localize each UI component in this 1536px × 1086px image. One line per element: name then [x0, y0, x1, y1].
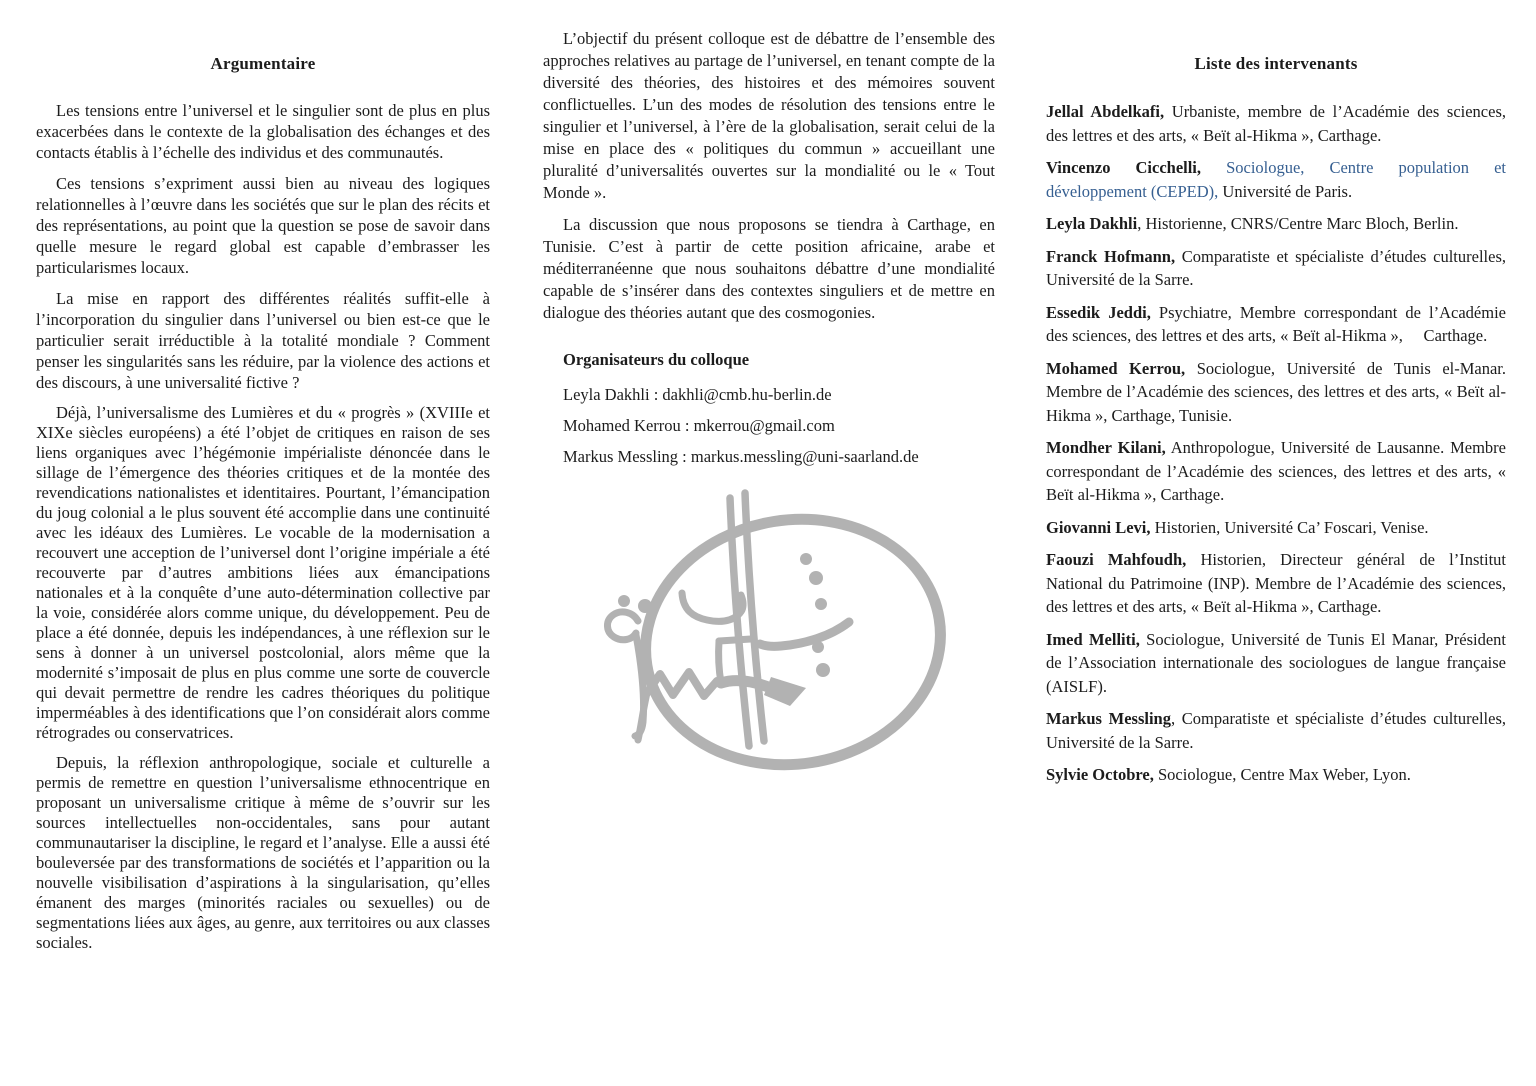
intervenant-name: Vincenzo Cicchelli,: [1046, 158, 1202, 177]
colloque-paragraph: La discussion que nous proposons se tiendra à Carthage, en Tunisie. C’est à partir de cette position africaine, arabe et méditerranéenne que nous souhaitons débattre d’une mondialité capable de s’insérer dans des contextes singuliers et de mettre en dialogue des théories autant que des cosmogonies.: [543, 215, 995, 322]
intervenant-description: Historien, Université Ca’ Foscari, Venise.: [1150, 517, 1429, 537]
argumentaire-paragraph: Déjà, l’universalisme des Lumières et du « progrès » (XVIIIe et XIXe siècles européens) a été l’objet de critiques en raison de ses liens organiques avec l’hégémonie impérialiste dénoncée dans le sillage de l’émergence des théories critiques et de la montée des revendications nationalistes et identitaires. Pourtant, l’émancipation du joug colonial a le plus souvent été accomplie dans une continuité avec les idéaux des Lumières. Le vocable de la modernisation a recouvert une acception de l’universel dont l’origine impériale a été recouverte par d’autres ambitions liées aux émancipations nationales et à la conquête d’une auto-détermination collective par la voie, considérée alors comme unique, du développement. Peu de place a été donnée, depuis les indépendances, à une réflexion sur le sens à donner à un universel postcolonial, alors même que la modernité s’imposait de plus en plus comme une sorte de couvercle qui devait permettre de rendre les cadres théoriques du politique imperméables à des identifications que l’on considérait alors comme rétrogrades ou conservatrices.: [36, 403, 490, 742]
intervenants-title: Liste des intervenants: [1194, 54, 1358, 73]
argumentaire-paragraph: Ces tensions s’expriment aussi bien au niveau des logiques relationnelles à l’œuvre dans les sociétés que sur le plan des récits et des représentations, au point que la question se pose de savoir dans quelle mesure le regard global est capable d’embrasser les particularismes locaux.: [36, 174, 490, 277]
calligraphy-logo-icon: [543, 484, 995, 819]
intervenant-entry: [1046, 301, 1506, 348]
intervenant-name: Giovanni Levi,: [1046, 517, 1151, 537]
column-intervenants: [1046, 28, 1506, 963]
intervenant-description: , Comparatiste et spécialiste d’études culturelles, Université de la Sarre.: [1046, 709, 1506, 752]
intervenant-name: Mohamed Kerrou,: [1046, 358, 1186, 378]
intervenant-description: Sociologue, Centre population et développement (CEPED),: [1046, 158, 1506, 201]
organizer-contacts: [543, 384, 995, 468]
intervenant-name: Mondher Kilani,: [1046, 438, 1166, 457]
argumentaire-title: Argumentaire: [210, 54, 316, 73]
argumentaire-paragraph: Les tensions entre l’universel et le singulier sont de plus en plus exacerbées dans le contexte de la globalisation des échanges et des contacts établis à l’échelle des individus et des communautés.: [36, 101, 490, 162]
intervenants-list: [1046, 100, 1506, 787]
intervenant-name: Imed Melliti,: [1046, 629, 1140, 649]
intervenant-description: Historien, Directeur général de l’Institut National du Patrimoine (INP). Membre de l’Académie des sciences, des lettres et des arts, « Beït al-Hikma », Carthage.: [1046, 550, 1507, 616]
intervenant-name: Essedik Jeddi,: [1046, 302, 1151, 322]
organizers-title: Organisateurs du colloque: [563, 350, 750, 369]
argumentaire-paragraphs: [36, 100, 490, 953]
intervenant-entry: [1046, 436, 1506, 507]
intervenant-name: Markus Messling: [1046, 709, 1171, 728]
intervenant-description: Université de Paris.: [1218, 181, 1353, 201]
intervenant-name: Faouzi Mahfoudh,: [1046, 550, 1187, 569]
intervenant-entry: [1046, 212, 1506, 236]
organizer-contact: Markus Messling : markus.messling@uni-saarland.de: [563, 447, 919, 466]
intervenant-description: Sociologue, Centre Max Weber, Lyon.: [1153, 765, 1411, 784]
intervenant-entry: [1046, 245, 1506, 292]
intervenant-name: Leyla Dakhli: [1046, 214, 1138, 233]
intervenant-entry: [1046, 100, 1506, 147]
intervenant-description: Anthropologue, Université de Lausanne. Membre correspondant de l’Académie des sciences, des lettres et des arts, « Beït al-Hikma », Carthage.: [1046, 438, 1506, 504]
intervenant-description: Comparatiste et spécialiste d’études culturelles, Université de la Sarre.: [1046, 246, 1506, 289]
beit-al-hikma-logo: [543, 484, 995, 819]
intervenant-name: Jellal Abdelkafi,: [1046, 102, 1165, 121]
intervenant-entry: [1046, 707, 1506, 754]
column-colloque: [543, 28, 995, 963]
intervenant-name: Franck Hofmann,: [1046, 246, 1176, 266]
intervenant-description: Psychiatre, Membre correspondant de l’Académie des sciences, des lettres et des arts, « Beït al-Hikma », Carthage.: [1046, 302, 1506, 345]
intervenant-entry: [1046, 516, 1506, 540]
organizers-block: [543, 350, 995, 468]
intervenant-description: Sociologue, Université de Tunis el-Manar. Membre de l’Académie des sciences, des lettres et des arts, « Beït al-Hikma », Carthage, Tunisie.: [1046, 358, 1506, 425]
colloque-paragraph: L’objectif du présent colloque est de débattre de l’ensemble des approches relatives au partage de l’universel, en tenant compte de la diversité des théories, des histoires et des mémoires souvent conflictuelles. L’un des modes de résolution des tensions entre le singulier et l’universel, à l’ère de la globalisation, serait celui de la mise en place des « politiques du commun » accueillant une pluralité d’universalités ouvertes sur la mondialité ou le « Tout Monde ».: [543, 29, 995, 202]
intervenant-entry: [1046, 357, 1506, 428]
organizer-contact: Leyla Dakhli : dakhli@cmb.hu-berlin.de: [563, 385, 832, 404]
intervenant-description: Urbaniste, membre de l’Académie des sciences, des lettres et des arts, « Beït al-Hikma », Carthage.: [1046, 102, 1506, 145]
intervenant-entry: [1046, 548, 1506, 619]
argumentaire-paragraph: Depuis, la réflexion anthropologique, sociale et culturelle a permis de remettre en question l’universalisme ethnocentrique en proposant un universalisme critique à même de s’ouvrir sur les sources intellectuelles non-occidentales, sans pour autant communautariser la discipline, le regard et l’analyse. Elle a aussi été bouleversée par des transformations de sociétés et l’apparition ou la nouvelle visibilisation d’aspirations à la singularisation, qu’elles émanent des marges (minorités raciales ou sexuelles) ou de segmentations liées aux âges, au genre, aux territoires ou aux classes sociales.: [36, 753, 490, 952]
argumentaire-paragraph: La mise en rapport des différentes réalités suffit-elle à l’incorporation du singulier dans l’universel ou bien est-ce que le particulier serait irréductible à la totalité mondiale ? Comment penser les singularités sans les réduire, par la violence des actions et des discours, à une universalité fictive ?: [36, 289, 490, 392]
column-argumentaire: [36, 28, 490, 963]
intervenant-entry: [1046, 763, 1506, 787]
intervenant-entry: [1046, 156, 1506, 203]
intervenant-description: Sociologue, Université de Tunis El Manar, Président de l’Association internationale des sociologues de langue française (AISLF).: [1046, 629, 1506, 696]
intervenant-entry: [1046, 628, 1506, 699]
colloque-paragraphs: [543, 28, 995, 324]
organizer-contact: Mohamed Kerrou : mkerrou@gmail.com: [563, 416, 835, 435]
intervenant-description: , Historienne, CNRS/Centre Marc Bloch, Berlin.: [1137, 214, 1459, 233]
intervenant-description: [1201, 158, 1226, 177]
intervenant-name: Sylvie Octobre,: [1046, 765, 1154, 784]
